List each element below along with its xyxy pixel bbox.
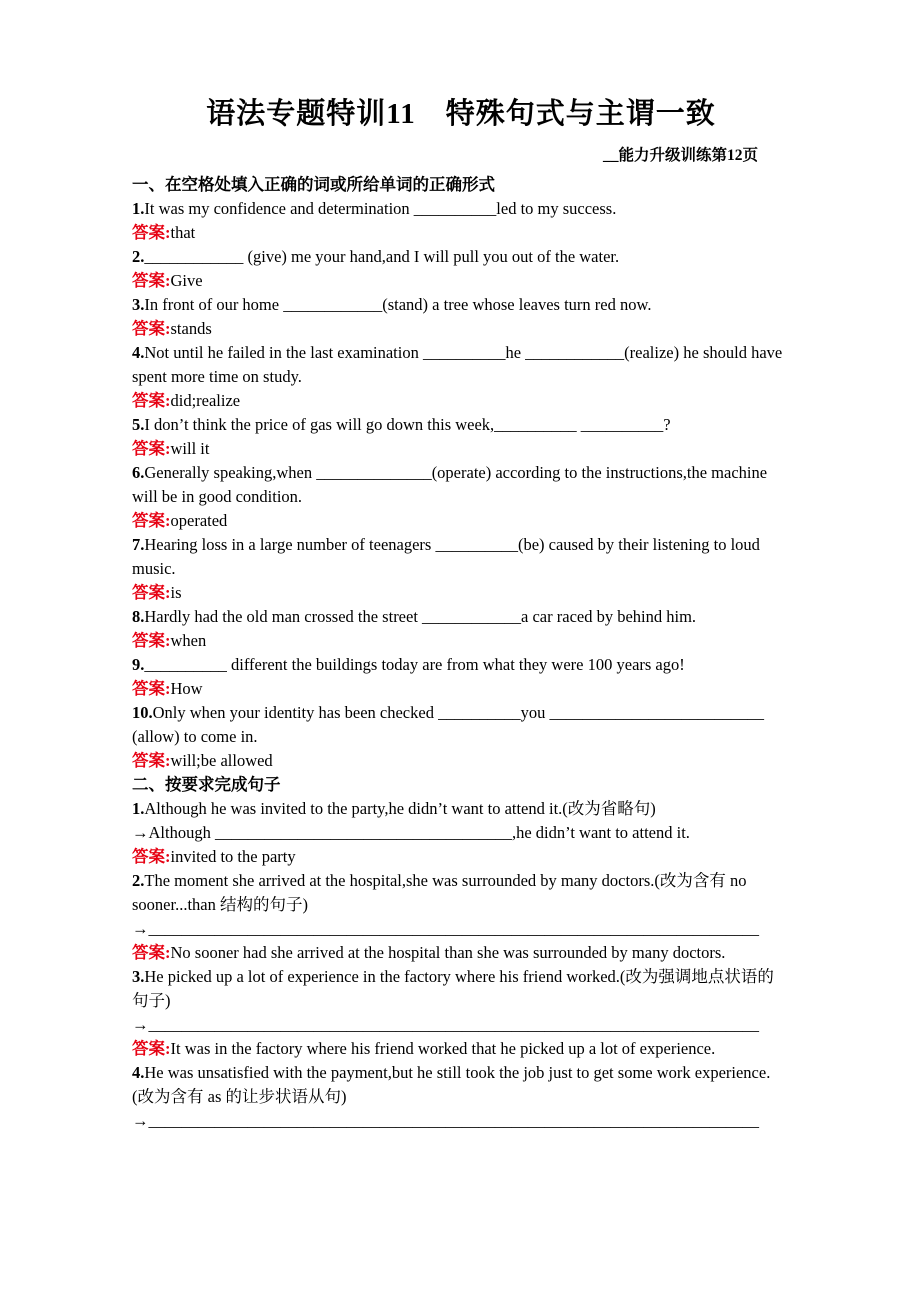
question-number: 6. bbox=[132, 463, 145, 483]
answer-label: 答案: bbox=[132, 439, 171, 459]
answer-row bbox=[132, 389, 790, 413]
rewrite-line: →Although ____________________________________,he didn’t want to attend it. bbox=[132, 823, 690, 843]
question-text: He was unsatisfied with the payment,but he still took the job just to get some work experience.(改为含有 as 的让步状语从句) bbox=[132, 1063, 771, 1107]
question-text: Not until he failed in the last examination __________he ____________(realize) he should have spent more time on study. bbox=[132, 343, 783, 387]
question-row bbox=[132, 965, 790, 1013]
question-text: The moment she arrived at the hospital,she was surrounded by many doctors.(改为含有 no sooner...than 结构的句子) bbox=[132, 871, 747, 915]
answer-row bbox=[132, 581, 790, 605]
answer-text: is bbox=[170, 583, 182, 603]
answer-label: 答案: bbox=[132, 679, 171, 699]
answer-row bbox=[132, 677, 790, 701]
answer-label: 答案: bbox=[132, 943, 171, 963]
answer-label: 答案: bbox=[132, 271, 171, 291]
question-number: 10. bbox=[132, 703, 153, 723]
question-number: 4. bbox=[132, 343, 145, 363]
answer-row bbox=[132, 845, 790, 869]
question-row bbox=[132, 1061, 790, 1109]
question-row bbox=[132, 605, 790, 629]
answer-text: will it bbox=[170, 439, 210, 459]
question-row bbox=[132, 197, 790, 221]
answer-text: stands bbox=[170, 319, 212, 339]
page-title: 语法专题特训11 特殊句式与主谓一致 bbox=[206, 98, 716, 130]
answer-row bbox=[132, 269, 790, 293]
answer-row bbox=[132, 221, 790, 245]
section-2-heading: 二、按要求完成句子 bbox=[132, 775, 281, 795]
answer-label: 答案: bbox=[132, 847, 171, 867]
answer-text: that bbox=[170, 223, 196, 243]
answer-row bbox=[132, 437, 790, 461]
answer-text: did;realize bbox=[170, 391, 241, 411]
question-text: Hearing loss in a large number of teenagers __________(be) caused by their listening to loud music. bbox=[132, 535, 760, 579]
answer-label: 答案: bbox=[132, 583, 171, 603]
answer-text: How bbox=[170, 679, 203, 699]
answer-label: 答案: bbox=[132, 631, 171, 651]
answer-label: 答案: bbox=[132, 391, 171, 411]
question-row bbox=[132, 293, 790, 317]
question-row bbox=[132, 245, 790, 269]
question-row bbox=[132, 341, 790, 389]
question-row bbox=[132, 653, 790, 677]
question-text: Generally speaking,when ______________(operate) according to the instructions,the machine will be in good condition. bbox=[132, 463, 768, 507]
rewrite-line: →__________________________________________________________________________ bbox=[132, 919, 759, 939]
question-text: __________ different the buildings today are from what they were 100 years ago! bbox=[144, 655, 685, 675]
answer-row bbox=[132, 509, 790, 533]
answer-text: invited to the party bbox=[170, 847, 296, 867]
question-number: 1. bbox=[132, 199, 145, 219]
question-text: He picked up a lot of experience in the factory where his friend worked.(改为强调地点状语的句子) bbox=[132, 967, 774, 1011]
rewrite-line: →__________________________________________________________________________ bbox=[132, 1111, 759, 1131]
answer-text: Give bbox=[170, 271, 203, 291]
question-text: In front of our home ____________(stand) a tree whose leaves turn red now. bbox=[144, 295, 652, 315]
answer-text: will;be allowed bbox=[170, 751, 273, 771]
page-reference: __能力升级训练第12页 bbox=[602, 147, 758, 165]
answer-label: 答案: bbox=[132, 751, 171, 771]
question-text: Only when your identity has been checked __________you __________________________ (allow) to come in. bbox=[132, 703, 764, 747]
question-text: I don’t think the price of gas will go down this week,__________ __________? bbox=[144, 415, 671, 435]
question-number: 8. bbox=[132, 607, 145, 627]
question-number: 3. bbox=[132, 967, 145, 987]
answer-row bbox=[132, 317, 790, 341]
question-number: 9. bbox=[132, 655, 145, 675]
question-number: 4. bbox=[132, 1063, 145, 1083]
answer-text: operated bbox=[170, 511, 228, 531]
question-row bbox=[132, 413, 790, 437]
answer-row bbox=[132, 749, 790, 773]
answer-label: 答案: bbox=[132, 223, 171, 243]
question-number: 2. bbox=[132, 871, 145, 891]
question-row bbox=[132, 869, 790, 917]
question-number: 5. bbox=[132, 415, 145, 435]
question-number: 7. bbox=[132, 535, 145, 555]
answer-text: No sooner had she arrived at the hospital than she was surrounded by many doctors. bbox=[170, 943, 726, 963]
answer-row bbox=[132, 1037, 790, 1061]
question-text: Hardly had the old man crossed the street ____________a car raced by behind him. bbox=[144, 607, 697, 627]
section-1-heading: 一、在空格处填入正确的词或所给单词的正确形式 bbox=[132, 175, 495, 195]
question-row bbox=[132, 461, 790, 509]
question-text: It was my confidence and determination __________led to my success. bbox=[144, 199, 617, 219]
question-number: 3. bbox=[132, 295, 145, 315]
question-number: 1. bbox=[132, 799, 145, 819]
question-row bbox=[132, 701, 790, 749]
question-row bbox=[132, 533, 790, 581]
question-number: 2. bbox=[132, 247, 145, 267]
answer-label: 答案: bbox=[132, 511, 171, 531]
question-row bbox=[132, 797, 790, 821]
question-text: ____________ (give) me your hand,and I will pull you out of the water. bbox=[144, 247, 620, 267]
question-text: Although he was invited to the party,he didn’t want to attend it.(改为省略句) bbox=[144, 799, 656, 819]
answer-text: when bbox=[170, 631, 207, 651]
answer-text: It was in the factory where his friend worked that he picked up a lot of experience. bbox=[170, 1039, 716, 1059]
answer-row bbox=[132, 941, 790, 965]
answer-label: 答案: bbox=[132, 319, 171, 339]
answer-row bbox=[132, 629, 790, 653]
answer-label: 答案: bbox=[132, 1039, 171, 1059]
rewrite-line: →__________________________________________________________________________ bbox=[132, 1015, 759, 1035]
